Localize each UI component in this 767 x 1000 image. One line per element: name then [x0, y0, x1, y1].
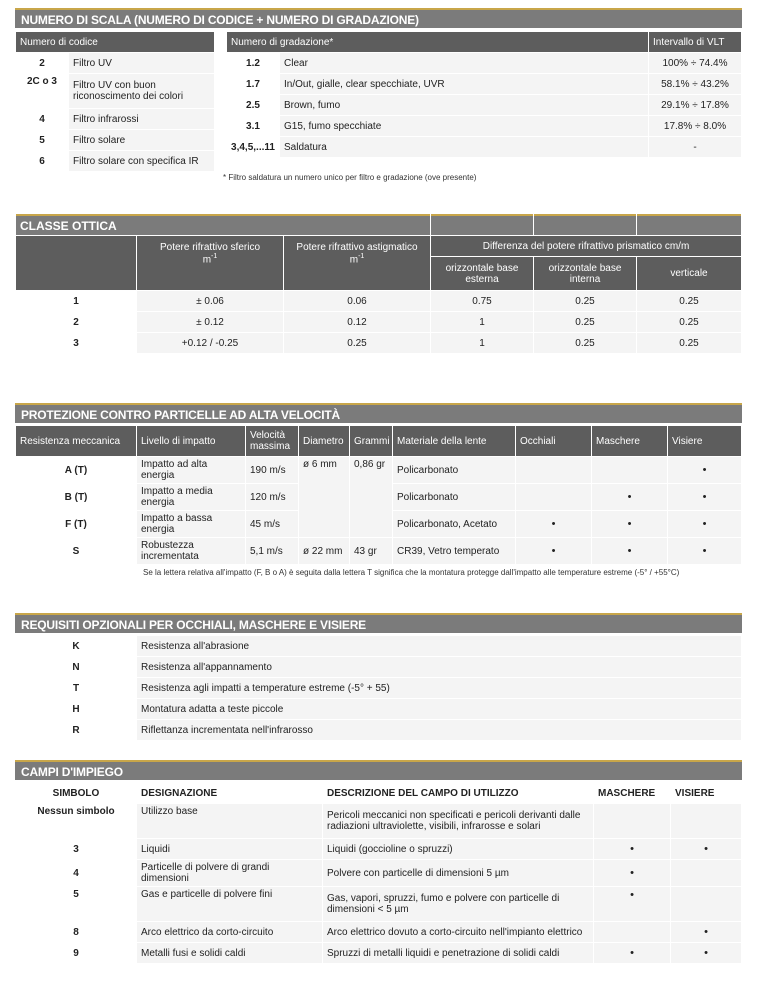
col-descrizione: DESCRIZIONE DEL CAMPO DI UTILIZZO — [323, 783, 593, 803]
optical-class-table — [15, 213, 742, 354]
col-verticale: verticale — [637, 257, 741, 290]
table-row: 4 Particelle di polvere di grandi dimensioni Polvere con particelle di dimensioni 5 µm • — [16, 860, 741, 886]
col-visiere: VISIERE — [671, 783, 741, 803]
table-row: 3 +0.12 / -0.25 0.25 1 0.25 0.25 — [16, 333, 741, 353]
table-row: R Riflettanza incrementata nell'infrarosso — [16, 720, 741, 740]
table-row: 3.1 G15, fumo specchiate 17.8% ÷ 8.0% — [227, 116, 741, 136]
impact-footnote: Se la lettera relativa all'impatto (F, B o A) è seguita dalla lettera T significa che la montatura protegge dall'impatto alle temperature estreme (-5° / +55°C) — [143, 568, 680, 577]
section-campi-impiego — [15, 760, 742, 964]
col-oriz-interna: orizzontale base interna — [534, 257, 636, 290]
section-title: CLASSE OTTICA — [16, 214, 430, 235]
col-resistenza: Resistenza meccanica — [16, 426, 136, 456]
codes-header: Numero di codice — [16, 32, 214, 52]
col-visiere: Visiere — [668, 426, 741, 456]
table-row: A (T) Impatto ad alta energia 190 m/s ø 6 mm 0,86 gr Policarbonato • — [16, 457, 741, 483]
table-row: 1.7 In/Out, gialle, clear specchiate, UVR 58.1% ÷ 43.2% — [227, 74, 741, 94]
section-title: PROTEZIONE CONTRO PARTICELLE AD ALTA VELOCITÀ — [15, 403, 742, 423]
section-protezione-particelle — [15, 403, 742, 577]
col-maschere: Maschere — [592, 426, 667, 456]
table-row: 1 ± 0.06 0.06 0.75 0.25 0.25 — [16, 291, 741, 311]
table-row: F (T) Impatto a bassa energia 45 m/s Policarbonato, Acetato • • • — [16, 511, 741, 537]
table-row: 2 Filtro UV — [16, 53, 214, 73]
table-row: B (T) Impatto a media energia 120 m/s Policarbonato • • — [16, 484, 741, 510]
table-row: 1.2 Clear 100% ÷ 74.4% — [227, 53, 741, 73]
col-grammi: Grammi — [350, 426, 392, 456]
col-simbolo: SIMBOLO — [16, 783, 136, 803]
table-row: 4 Filtro infrarossi — [16, 109, 214, 129]
table-row: 2.5 Brown, fumo 29.1% ÷ 17.8% — [227, 95, 741, 115]
table-row: S Robustezza incrementata 5,1 m/s ø 22 mm 43 gr CR39, Vetro temperato • • • — [16, 538, 741, 564]
table-row: 3,4,5,...11 Saldatura - — [227, 137, 741, 157]
col-differenza: Differenza del potere rifrattivo prismatico cm/m — [431, 236, 741, 256]
col-sferico: Potere rifrattivo sferico $m^{-1}$ — [137, 236, 283, 290]
grades-header: Numero di gradazione* — [227, 32, 648, 52]
col-oriz-esterna: orizzontale base esterna — [431, 257, 533, 290]
table-row: 9 Metalli fusi e solidi caldi Spruzzi di metalli liquidi e penetrazione di solidi caldi • • — [16, 943, 741, 963]
table-row: 5 Gas e particelle di polvere fini Gas, vapori, spruzzi, fumo e polvere con particelle di dimensioni < 5 µm • — [16, 887, 741, 921]
col-diametro: Diametro — [299, 426, 349, 456]
grades-footnote: * Filtro saldatura un numero unico per filtro e gradazione (ove presente) — [223, 173, 477, 182]
optional-requirements-table — [15, 635, 742, 741]
col-astigmatico: Potere rifrattivo astigmatico $m^{-1}$ — [284, 236, 430, 290]
table-row: 3 Liquidi Liquidi (goccioline o spruzzi) • • — [16, 839, 741, 859]
col-occhiali: Occhiali — [516, 426, 591, 456]
section-classe-ottica — [15, 213, 742, 354]
table-row: H Montatura adatta a teste piccole — [16, 699, 741, 719]
fields-of-use-table — [15, 782, 742, 964]
section-requisiti-opzionali — [15, 613, 742, 741]
col-maschere: MASCHERE — [594, 783, 670, 803]
col-velocita: Velocità massima — [246, 426, 298, 456]
table-row: K Resistenza all'abrasione — [16, 636, 741, 656]
col-livello: Livello di impatto — [137, 426, 245, 456]
table-row: 5 Filtro solare — [16, 130, 214, 150]
table-row: 6 Filtro solare con specifica IR — [16, 151, 214, 171]
table-row: 8 Arco elettrico da corto-circuito Arco elettrico dovuto a corto-circuito nell'impianto elettrico • — [16, 922, 741, 942]
section-title: REQUISITI OPZIONALI PER OCCHIALI, MASCHERE E VISIERE — [15, 613, 742, 633]
table-row: Nessun simbolo Utilizzo base Pericoli meccanici non specificati e pericoli derivanti dalle radiazioni ultraviolette, visibili, infrarosse e solari — [16, 804, 741, 838]
col-designazione: DESIGNAZIONE — [137, 783, 322, 803]
table-row: 2 ± 0.12 0.12 1 0.25 0.25 — [16, 312, 741, 332]
table-row: 2C o 3 Filtro UV con buon riconoscimento dei colori — [16, 74, 214, 108]
col-materiale: Materiale della lente — [393, 426, 515, 456]
grades-table — [226, 31, 742, 158]
section-title: NUMERO DI SCALA (NUMERO DI CODICE + NUMERO DI GRADAZIONE) — [15, 8, 742, 28]
codes-table — [15, 31, 215, 172]
section-numero-di-scala — [15, 8, 742, 182]
table-row: N Resistenza all'appannamento — [16, 657, 741, 677]
section-title: CAMPI D'IMPIEGO — [15, 760, 742, 780]
impact-table — [15, 425, 742, 565]
table-row: T Resistenza agli impatti a temperature estreme (-5° + 55) — [16, 678, 741, 698]
vlt-header: Intervallo di VLT — [649, 32, 741, 52]
